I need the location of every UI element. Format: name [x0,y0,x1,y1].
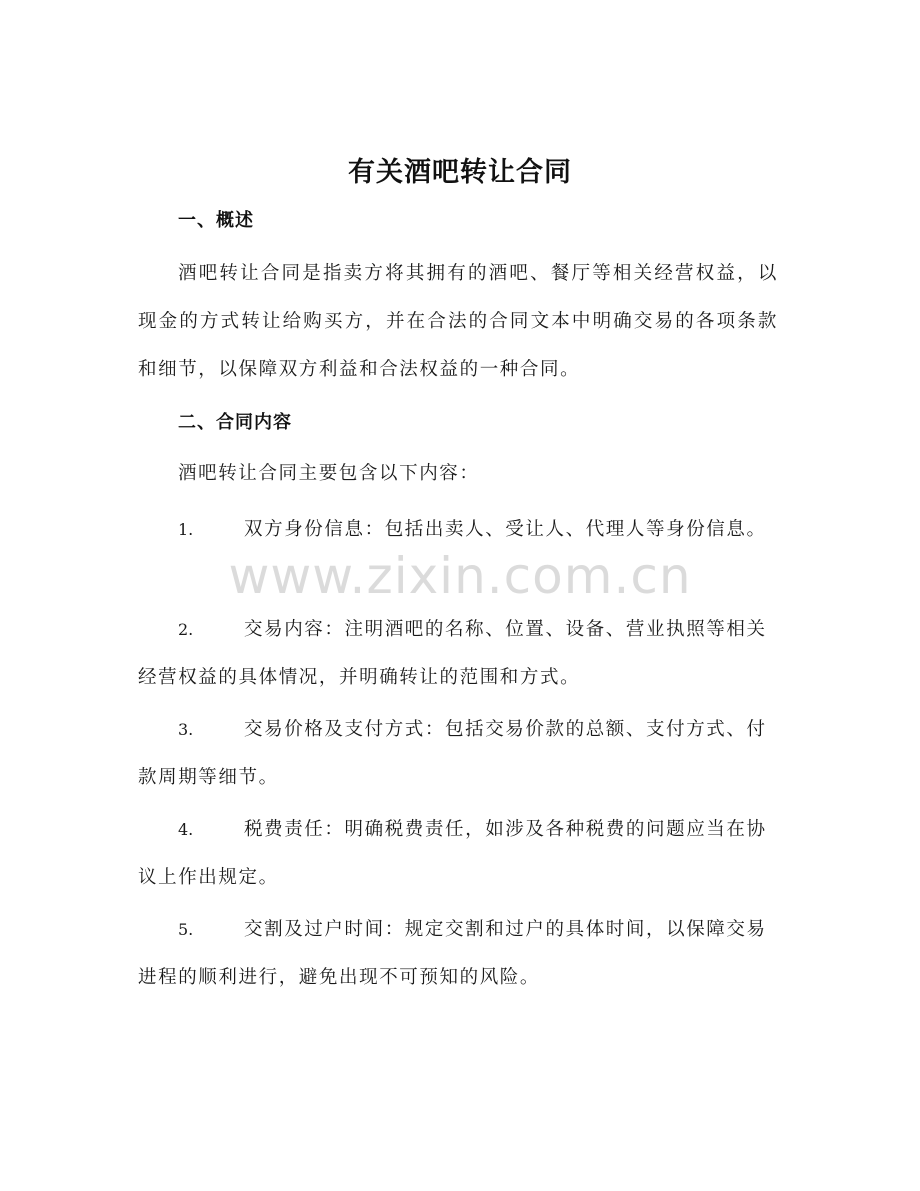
list-item-text: 交易内容：注明酒吧的名称、位置、设备、营业执照等相关经营权益的具体情况，并明确转让的范围和方式。 [138,619,767,688]
list-item-number: 1. [178,520,194,539]
list-item-number: 2. [178,620,194,639]
watermark: www.zixin.com.cn [228,547,692,605]
list-item-number: 3. [178,720,194,739]
list-item [138,906,778,1002]
contents-intro-paragraph: 酒吧转让合同主要包含以下内容： [178,463,480,484]
list-item-number: 4. [178,820,194,839]
document-title: 有关酒吧转让合同 [348,157,572,188]
list-item-text: 税费责任：明确税费责任，如涉及各种税费的问题应当在协议上作出规定。 [138,819,767,888]
list-item [138,606,778,702]
section-heading-contents: 二、合同内容 [178,412,292,433]
list-item-text: 交易价格及支付方式：包括交易价款的总额、支付方式、付款周期等细节。 [138,719,767,788]
list-item-text: 交割及过户时间：规定交割和过户的具体时间，以保障交易进程的顺利进行，避免出现不可预知的风险。 [138,919,767,988]
list-item [138,806,778,902]
list-item-text: 双方身份信息：包括出卖人、受让人、代理人等身份信息。 [244,519,767,540]
list-item-number: 5. [178,920,194,939]
section-heading-overview: 一、概述 [178,210,254,231]
list-item [138,706,778,802]
overview-paragraph: 酒吧转让合同是指卖方将其拥有的酒吧、餐厅等相关经营权益，以现金的方式转让给购买方，并在合法的合同文本中明确交易的各项条款和细节，以保障双方利益和合法权益的一种合同。 [138,263,778,380]
